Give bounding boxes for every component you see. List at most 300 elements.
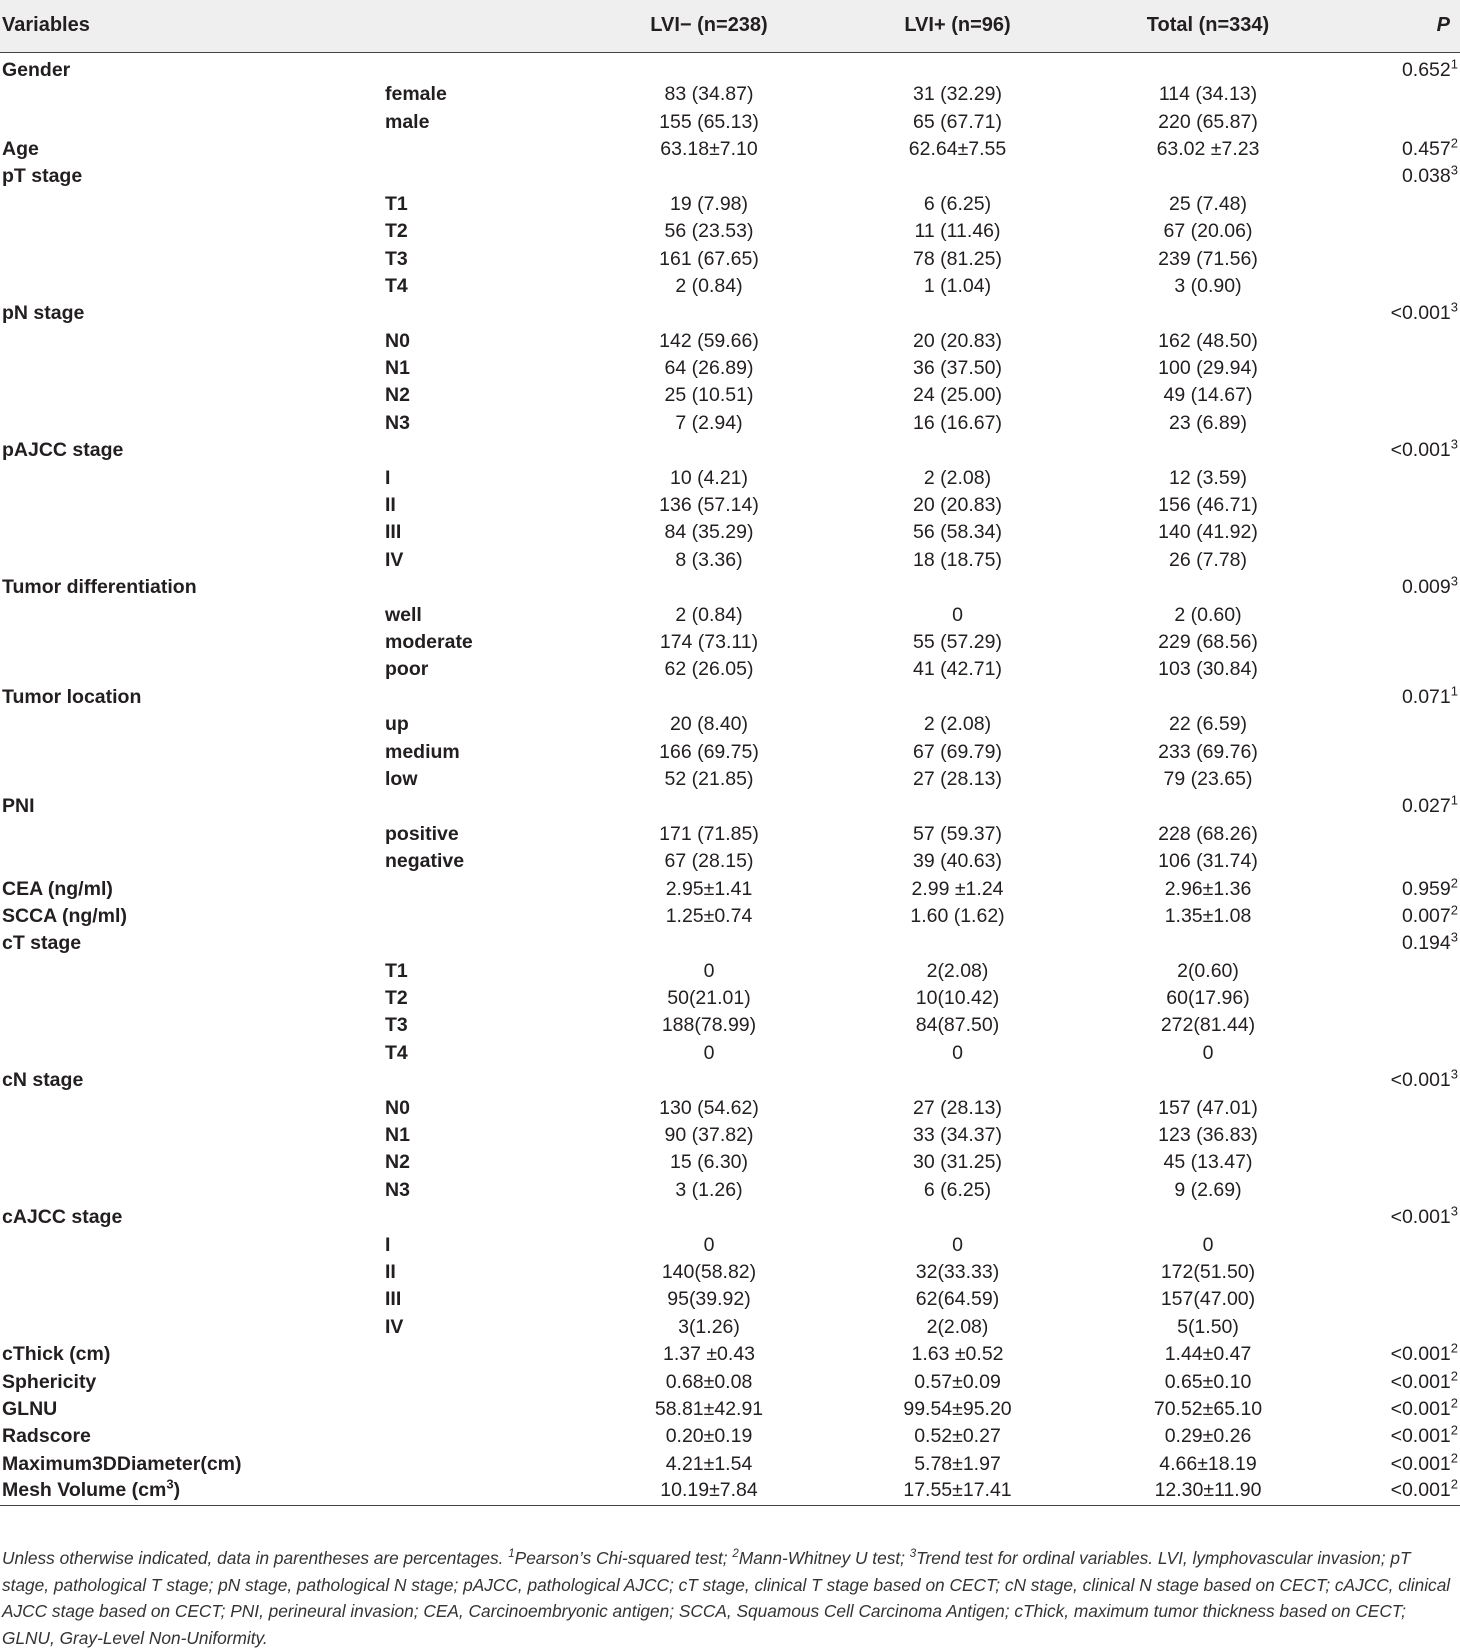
header-lvi-negative: LVI− (n=238) bbox=[585, 0, 833, 52]
p-value-cell bbox=[1334, 135, 1460, 162]
p-value-cell bbox=[1334, 1450, 1460, 1477]
variable-cell bbox=[0, 1121, 385, 1148]
p-value-cell bbox=[1334, 464, 1460, 491]
p-value: <0.001 bbox=[1390, 1069, 1451, 1092]
table-row bbox=[0, 930, 1460, 957]
lvi-positive-cell: 2(2.08) bbox=[926, 959, 989, 982]
subgroup-cell bbox=[385, 902, 585, 929]
lvi-positive-cell: 39 (40.63) bbox=[913, 850, 1002, 873]
p-value: 0.038 bbox=[1401, 165, 1451, 188]
variable-label: cThick (cm) bbox=[2, 1343, 111, 1366]
lvi-negative-cell: 174 (73.11) bbox=[659, 631, 759, 653]
total-cell bbox=[1082, 1067, 1334, 1094]
subgroup-cell bbox=[385, 1423, 585, 1450]
variable-cell bbox=[0, 1067, 385, 1094]
lvi-positive-cell: 62(64.59) bbox=[915, 1288, 1000, 1311]
lvi-positive-cell: 1.63 ±0.52 bbox=[911, 1343, 1004, 1366]
p-value-cell bbox=[1334, 601, 1460, 628]
variable-cell bbox=[0, 1395, 385, 1422]
variable-cell bbox=[0, 382, 385, 409]
total-cell: 228 (68.26) bbox=[1158, 822, 1258, 845]
p-value-cell bbox=[1334, 875, 1460, 902]
subgroup-cell bbox=[385, 1340, 585, 1367]
subgroup-cell: N1 bbox=[385, 1124, 410, 1147]
variable-label: Maximum3DDiameter(cm) bbox=[2, 1452, 242, 1475]
header-total: Total (n=334) bbox=[1082, 0, 1334, 52]
variable-cell bbox=[0, 738, 385, 765]
lvi-positive-cell bbox=[833, 52, 1082, 81]
variable-cell bbox=[0, 546, 385, 573]
header-row bbox=[0, 0, 1460, 52]
subgroup-cell bbox=[385, 683, 585, 710]
total-cell: 239 (71.56) bbox=[1158, 247, 1258, 270]
variable-cell bbox=[0, 1231, 385, 1258]
subgroup-cell: T2 bbox=[385, 220, 408, 243]
lvi-negative-cell: 10.19±7.84 bbox=[585, 1477, 833, 1506]
lvi-negative-cell: 2.95±1.41 bbox=[665, 877, 753, 900]
total-cell: 272(81.44) bbox=[1160, 1014, 1256, 1037]
variable-cell bbox=[0, 409, 385, 436]
subgroup-cell bbox=[385, 930, 585, 957]
lvi-positive-cell: 17.55±17.41 bbox=[833, 1477, 1082, 1506]
p-value-cell bbox=[1334, 1423, 1460, 1450]
lvi-positive-cell: 2 (2.08) bbox=[923, 713, 992, 736]
p-value: <0.001 bbox=[1390, 302, 1451, 325]
subgroup-cell: T4 bbox=[385, 274, 408, 297]
variable-cell bbox=[0, 957, 385, 984]
lvi-positive-cell: 30 (31.25) bbox=[913, 1151, 1002, 1174]
p-value-cell bbox=[1334, 300, 1460, 327]
lvi-negative-cell: 140(58.82) bbox=[661, 1260, 757, 1283]
subgroup-cell: well bbox=[385, 603, 422, 626]
table-row bbox=[0, 793, 1460, 820]
table-row bbox=[0, 984, 1460, 1011]
subgroup-cell bbox=[385, 1368, 585, 1395]
p-value: 0.457 bbox=[1401, 137, 1451, 160]
p-value-cell bbox=[1334, 272, 1460, 299]
table-row bbox=[0, 628, 1460, 655]
p-value-cell bbox=[1334, 546, 1460, 573]
table-row bbox=[0, 163, 1460, 190]
subgroup-cell: I bbox=[385, 466, 391, 489]
variable-label: Tumor location bbox=[2, 685, 142, 708]
lvi-negative-cell: 136 (57.14) bbox=[659, 494, 759, 517]
p-value-cell bbox=[1334, 491, 1460, 518]
lvi-negative-cell: 90 (37.82) bbox=[664, 1124, 754, 1147]
variable-cell bbox=[0, 793, 385, 820]
p-value-test-note: 2 bbox=[1450, 1422, 1458, 1438]
lvi-positive-cell: 0 bbox=[952, 603, 963, 626]
subgroup-cell bbox=[385, 300, 585, 327]
variable-cell bbox=[0, 902, 385, 929]
p-value-cell bbox=[1334, 1094, 1460, 1121]
subgroup-cell: moderate bbox=[385, 631, 473, 653]
table-row bbox=[0, 847, 1460, 874]
p-value: 0.007 bbox=[1401, 904, 1451, 927]
total-cell: 79 (23.65) bbox=[1163, 767, 1253, 790]
p-value-test-note: 2 bbox=[1450, 1340, 1458, 1356]
total-cell bbox=[1082, 683, 1334, 710]
lvi-negative-cell: 161 (67.65) bbox=[659, 247, 759, 270]
lvi-negative-cell bbox=[585, 300, 833, 327]
p-value-cell bbox=[1334, 1231, 1460, 1258]
total-cell: 5(1.50) bbox=[1177, 1315, 1239, 1338]
subgroup-cell: low bbox=[385, 767, 418, 790]
table-row bbox=[0, 1258, 1460, 1285]
total-cell: 229 (68.56) bbox=[1158, 631, 1258, 653]
p-value: <0.001 bbox=[1390, 1479, 1451, 1502]
p-value-cell bbox=[1334, 163, 1460, 190]
variable-cell bbox=[0, 163, 385, 190]
p-value-cell bbox=[1334, 902, 1460, 929]
lvi-positive-cell bbox=[833, 163, 1082, 190]
variable-cell bbox=[0, 628, 385, 655]
p-value-cell bbox=[1334, 382, 1460, 409]
table-row bbox=[0, 875, 1460, 902]
variable-cell bbox=[0, 930, 385, 957]
lvi-positive-cell: 0.57±0.09 bbox=[914, 1370, 1001, 1393]
lvi-positive-cell: 16 (16.67) bbox=[913, 411, 1002, 434]
footnote-sup-1: 1 bbox=[508, 1548, 515, 1561]
subgroup-cell: III bbox=[385, 521, 402, 544]
lvi-positive-cell: 20 (20.83) bbox=[913, 494, 1002, 517]
variable-label: Gender bbox=[2, 58, 71, 81]
p-value-test-note: 2 bbox=[1450, 902, 1458, 918]
total-cell: 12.30±11.90 bbox=[1082, 1477, 1334, 1506]
subgroup-cell bbox=[385, 163, 585, 190]
table-row bbox=[0, 1368, 1460, 1395]
p-value-cell bbox=[1334, 245, 1460, 272]
table-row bbox=[0, 135, 1460, 162]
lvi-negative-cell bbox=[585, 1067, 833, 1094]
total-cell bbox=[1082, 163, 1334, 190]
table-row bbox=[0, 81, 1460, 108]
p-value-test-note: 3 bbox=[1450, 1203, 1458, 1219]
p-value-test-note: 2 bbox=[1450, 135, 1458, 151]
p-value-cell bbox=[1334, 765, 1460, 792]
lvi-positive-cell: 56 (58.34) bbox=[913, 521, 1002, 544]
p-value-cell bbox=[1334, 1286, 1460, 1313]
total-cell: 3 (0.90) bbox=[1174, 274, 1242, 297]
total-cell bbox=[1082, 1204, 1334, 1231]
lvi-positive-cell bbox=[833, 574, 1082, 601]
lvi-negative-cell: 1.25±0.74 bbox=[665, 904, 753, 927]
lvi-positive-cell: 41 (42.71) bbox=[913, 658, 1002, 681]
p-value-cell bbox=[1334, 409, 1460, 436]
table-row bbox=[0, 1012, 1460, 1039]
table-row bbox=[0, 382, 1460, 409]
p-value: 0.194 bbox=[1401, 932, 1451, 955]
total-cell: 220 (65.87) bbox=[1158, 110, 1258, 133]
total-cell: 162 (48.50) bbox=[1158, 329, 1258, 352]
lvi-positive-cell bbox=[833, 793, 1082, 820]
total-cell: 103 (30.84) bbox=[1158, 658, 1258, 681]
subgroup-cell: T4 bbox=[385, 1041, 408, 1064]
lvi-negative-cell: 130 (54.62) bbox=[659, 1096, 759, 1119]
p-value: 0.027 bbox=[1401, 795, 1451, 818]
p-value-cell bbox=[1334, 1340, 1460, 1367]
table-body bbox=[0, 52, 1460, 1506]
p-value-cell bbox=[1334, 957, 1460, 984]
table-row bbox=[0, 710, 1460, 737]
lvi-negative-cell bbox=[585, 163, 833, 190]
table-row bbox=[0, 1313, 1460, 1340]
total-cell: 0 bbox=[1202, 1233, 1214, 1256]
table-row bbox=[0, 52, 1460, 81]
subgroup-cell: negative bbox=[385, 850, 465, 873]
p-value-cell bbox=[1334, 1395, 1460, 1422]
variable-cell bbox=[0, 574, 385, 601]
p-value-cell bbox=[1334, 1012, 1460, 1039]
lvi-positive-cell: 67 (69.79) bbox=[913, 740, 1002, 763]
footnote-intro: Unless otherwise indicated, data in parentheses are percentages. bbox=[2, 1548, 509, 1568]
total-cell: 12 (3.59) bbox=[1168, 466, 1248, 489]
lvi-positive-cell: 11 (11.46) bbox=[914, 220, 1001, 243]
total-cell: 63.02 ±7.23 bbox=[1156, 137, 1260, 160]
table-row bbox=[0, 1094, 1460, 1121]
table-row bbox=[0, 656, 1460, 683]
table-row bbox=[0, 820, 1460, 847]
total-cell: 9 (2.69) bbox=[1174, 1178, 1242, 1201]
total-cell: 114 (34.13) bbox=[1158, 83, 1258, 106]
lvi-negative-cell: 56 (23.53) bbox=[664, 220, 754, 243]
p-value-cell bbox=[1334, 190, 1460, 217]
lvi-negative-cell: 8 (3.36) bbox=[675, 548, 743, 571]
table-row bbox=[0, 1149, 1460, 1176]
total-cell: 140 (41.92) bbox=[1158, 521, 1258, 544]
subgroup-cell: N0 bbox=[385, 1096, 410, 1119]
p-value-test-note: 2 bbox=[1450, 1476, 1458, 1492]
total-cell bbox=[1082, 793, 1334, 820]
subgroup-cell: I bbox=[385, 1233, 391, 1256]
subgroup-cell: IV bbox=[385, 1315, 404, 1338]
p-value-cell bbox=[1334, 738, 1460, 765]
subgroup-cell: II bbox=[385, 1260, 396, 1283]
variable-cell bbox=[0, 656, 385, 683]
variable-cell bbox=[0, 52, 385, 81]
p-value-cell bbox=[1334, 1039, 1460, 1066]
lvi-negative-cell: 20 (8.40) bbox=[669, 713, 749, 736]
subgroup-cell: N0 bbox=[385, 329, 410, 352]
lvi-negative-cell: 3 (1.26) bbox=[675, 1178, 743, 1201]
lvi-negative-cell: 83 (34.87) bbox=[664, 83, 754, 106]
variable-cell bbox=[0, 217, 385, 244]
variable-label: Tumor differentiation bbox=[2, 576, 197, 599]
p-value: <0.001 bbox=[1390, 1370, 1451, 1393]
p-value-cell bbox=[1334, 327, 1460, 354]
lvi-positive-cell: 10(10.42) bbox=[915, 987, 1000, 1010]
variable-cell bbox=[0, 984, 385, 1011]
footnote-sup-2: 2 bbox=[732, 1548, 739, 1561]
p-value-test-note: 3 bbox=[1450, 436, 1458, 452]
p-value-cell bbox=[1334, 793, 1460, 820]
table-row bbox=[0, 519, 1460, 546]
lvi-positive-cell: 24 (25.00) bbox=[913, 384, 1002, 407]
subgroup-cell bbox=[385, 1450, 585, 1477]
p-value: 0.652 bbox=[1401, 58, 1451, 81]
total-cell: 106 (31.74) bbox=[1158, 850, 1258, 873]
p-value-cell bbox=[1334, 437, 1460, 464]
variable-cell bbox=[0, 300, 385, 327]
subgroup-cell bbox=[385, 875, 585, 902]
subgroup-cell: T1 bbox=[385, 959, 408, 982]
variable-label: Radscore bbox=[2, 1425, 91, 1448]
p-value-test-note: 3 bbox=[1450, 299, 1458, 315]
p-value-test-note: 1 bbox=[1450, 56, 1458, 71]
subgroup-cell bbox=[385, 793, 585, 820]
total-cell bbox=[1082, 52, 1334, 81]
table-row bbox=[0, 1395, 1460, 1422]
lvi-negative-cell: 142 (59.66) bbox=[659, 329, 759, 352]
total-cell: 2(0.60) bbox=[1177, 959, 1239, 982]
subgroup-cell bbox=[385, 1477, 585, 1506]
lvi-positive-cell: 65 (67.71) bbox=[913, 110, 1002, 133]
variable-label: CEA (ng/ml) bbox=[2, 877, 113, 900]
subgroup-cell bbox=[385, 135, 585, 162]
variable-cell bbox=[0, 601, 385, 628]
total-cell: 67 (20.06) bbox=[1163, 220, 1253, 243]
p-value-cell bbox=[1334, 574, 1460, 601]
subgroup-cell: N1 bbox=[385, 357, 410, 380]
subgroup-cell: T2 bbox=[385, 987, 408, 1010]
subgroup-cell: III bbox=[385, 1288, 402, 1311]
lvi-negative-cell: 3(1.26) bbox=[678, 1315, 740, 1338]
total-cell: 2.96±1.36 bbox=[1164, 877, 1252, 900]
table-row bbox=[0, 1067, 1460, 1094]
total-cell bbox=[1082, 437, 1334, 464]
lvi-positive-cell: 0 bbox=[952, 1041, 963, 1064]
p-value: <0.001 bbox=[1390, 439, 1451, 462]
p-value-test-note: 2 bbox=[1450, 1450, 1458, 1466]
subgroup-cell bbox=[385, 437, 585, 464]
lvi-positive-cell: 0.52±0.27 bbox=[914, 1425, 1001, 1448]
variable-cell bbox=[0, 1286, 385, 1313]
variable-cell bbox=[0, 875, 385, 902]
p-value-test-note: 3 bbox=[1450, 1066, 1458, 1082]
variable-cell bbox=[0, 1340, 385, 1367]
table-row bbox=[0, 601, 1460, 628]
lvi-negative-cell bbox=[585, 437, 833, 464]
lvi-negative-cell: 95(39.92) bbox=[667, 1288, 751, 1311]
table-row bbox=[0, 354, 1460, 381]
p-value-test-note: 3 bbox=[1450, 573, 1458, 589]
variable-cell bbox=[0, 710, 385, 737]
p-value-cell bbox=[1334, 847, 1460, 874]
lvi-negative-cell: 7 (2.94) bbox=[675, 411, 743, 434]
table-row bbox=[0, 327, 1460, 354]
table-row bbox=[0, 409, 1460, 436]
p-value-cell bbox=[1334, 217, 1460, 244]
table-row bbox=[0, 217, 1460, 244]
subgroup-cell: female bbox=[385, 83, 447, 106]
lvi-positive-cell bbox=[833, 300, 1082, 327]
variable-cell bbox=[0, 464, 385, 491]
table-row bbox=[0, 464, 1460, 491]
subgroup-cell: N2 bbox=[385, 384, 410, 407]
variable-cell bbox=[0, 1204, 385, 1231]
lvi-negative-cell bbox=[585, 52, 833, 81]
lvi-negative-cell: 188(78.99) bbox=[661, 1014, 757, 1037]
variable-cell bbox=[0, 81, 385, 108]
variable-cell bbox=[0, 354, 385, 381]
lvi-negative-cell: 19 (7.98) bbox=[669, 192, 749, 215]
p-value-cell bbox=[1334, 1258, 1460, 1285]
total-cell: 157 (47.01) bbox=[1158, 1096, 1258, 1119]
lvi-negative-cell: 15 (6.30) bbox=[669, 1151, 749, 1174]
p-value-cell bbox=[1334, 710, 1460, 737]
table-row bbox=[0, 1286, 1460, 1313]
subgroup-cell bbox=[385, 1395, 585, 1422]
lvi-positive-cell: 32(33.33) bbox=[915, 1260, 1000, 1283]
p-value-cell bbox=[1334, 984, 1460, 1011]
variable-unit-superscript: 3 bbox=[166, 1476, 174, 1492]
total-cell: 25 (7.48) bbox=[1168, 192, 1248, 215]
lvi-positive-cell: 57 (59.37) bbox=[913, 822, 1002, 845]
lvi-positive-cell: 84(87.50) bbox=[915, 1014, 1000, 1037]
p-value-test-note: 3 bbox=[1450, 162, 1458, 178]
lvi-positive-cell bbox=[833, 437, 1082, 464]
lvi-positive-cell: 99.54±95.20 bbox=[903, 1397, 1012, 1420]
variable-cell bbox=[0, 1450, 385, 1477]
variable-label: pN stage bbox=[2, 302, 85, 325]
lvi-negative-cell bbox=[585, 793, 833, 820]
p-value-cell bbox=[1334, 1204, 1460, 1231]
subgroup-cell bbox=[385, 52, 585, 81]
lvi-positive-cell: 27 (28.13) bbox=[913, 767, 1002, 790]
total-cell: 26 (7.78) bbox=[1168, 548, 1248, 571]
lvi-negative-cell: 25 (10.51) bbox=[664, 384, 754, 407]
footnote-note-3: Trend test for ordinal variables. LVI, lymphovascular invasion; pT stage, pathological T stage; pN stage, pathological N stage; pAJCC, pathological AJCC; cT stage, clinical T stage based on CECT; cN stage, clinical N stage based on CECT; cAJCC, clinical AJCC stage based on CECT; PNI, perineural invasion; CEA, Carcinoembryonic antigen; SCCA, Squamous Cell Carcinoma Antigen; cThick, maximum tumor thickness based on CECT; GLNU, Gray-Level Non-Uniformity. bbox=[2, 1548, 1451, 1648]
lvi-negative-cell: 0.68±0.08 bbox=[665, 1370, 753, 1393]
footnote-note-2: Mann-Whitney U test; bbox=[738, 1548, 910, 1568]
p-value-test-note: 2 bbox=[1450, 1368, 1458, 1384]
lvi-negative-cell: 1.37 ±0.43 bbox=[662, 1343, 756, 1366]
variable-label: SCCA (ng/ml) bbox=[2, 904, 127, 927]
total-cell: 156 (46.71) bbox=[1158, 494, 1258, 517]
p-value: <0.001 bbox=[1390, 1425, 1451, 1448]
lvi-negative-cell bbox=[585, 1204, 833, 1231]
lvi-positive-cell: 2.99 ±1.24 bbox=[911, 877, 1004, 900]
p-value-cell bbox=[1334, 930, 1460, 957]
lvi-positive-cell: 0 bbox=[952, 1233, 963, 1256]
table-row bbox=[0, 957, 1460, 984]
footnote-sup-3: 3 bbox=[909, 1548, 917, 1561]
subgroup-cell: T3 bbox=[385, 247, 408, 270]
total-cell: 45 (13.47) bbox=[1163, 1151, 1253, 1174]
total-cell: 172(51.50) bbox=[1160, 1260, 1256, 1283]
p-value: 0.009 bbox=[1401, 576, 1451, 599]
total-cell: 0 bbox=[1202, 1041, 1214, 1064]
lvi-negative-cell: 63.18±7.10 bbox=[660, 137, 758, 160]
variable-cell bbox=[0, 108, 385, 135]
subgroup-cell: up bbox=[385, 713, 409, 736]
lvi-positive-cell: 62.64±7.55 bbox=[908, 137, 1007, 160]
p-value-cell bbox=[1334, 108, 1460, 135]
table-row bbox=[0, 1231, 1460, 1258]
lvi-negative-cell: 2 (0.84) bbox=[675, 274, 743, 297]
variable-label-tail: ) bbox=[173, 1479, 181, 1502]
variable-cell bbox=[0, 1477, 385, 1506]
p-value-cell bbox=[1334, 354, 1460, 381]
p-value: 0.959 bbox=[1401, 877, 1451, 900]
variable-cell bbox=[0, 683, 385, 710]
table-row bbox=[0, 1204, 1460, 1231]
total-cell: 4.66±18.19 bbox=[1159, 1452, 1257, 1475]
lvi-negative-cell: 58.81±42.91 bbox=[654, 1397, 764, 1420]
variable-label: PNI bbox=[2, 795, 35, 818]
lvi-positive-cell: 27 (28.13) bbox=[913, 1096, 1002, 1119]
p-value-cell bbox=[1334, 1477, 1460, 1506]
